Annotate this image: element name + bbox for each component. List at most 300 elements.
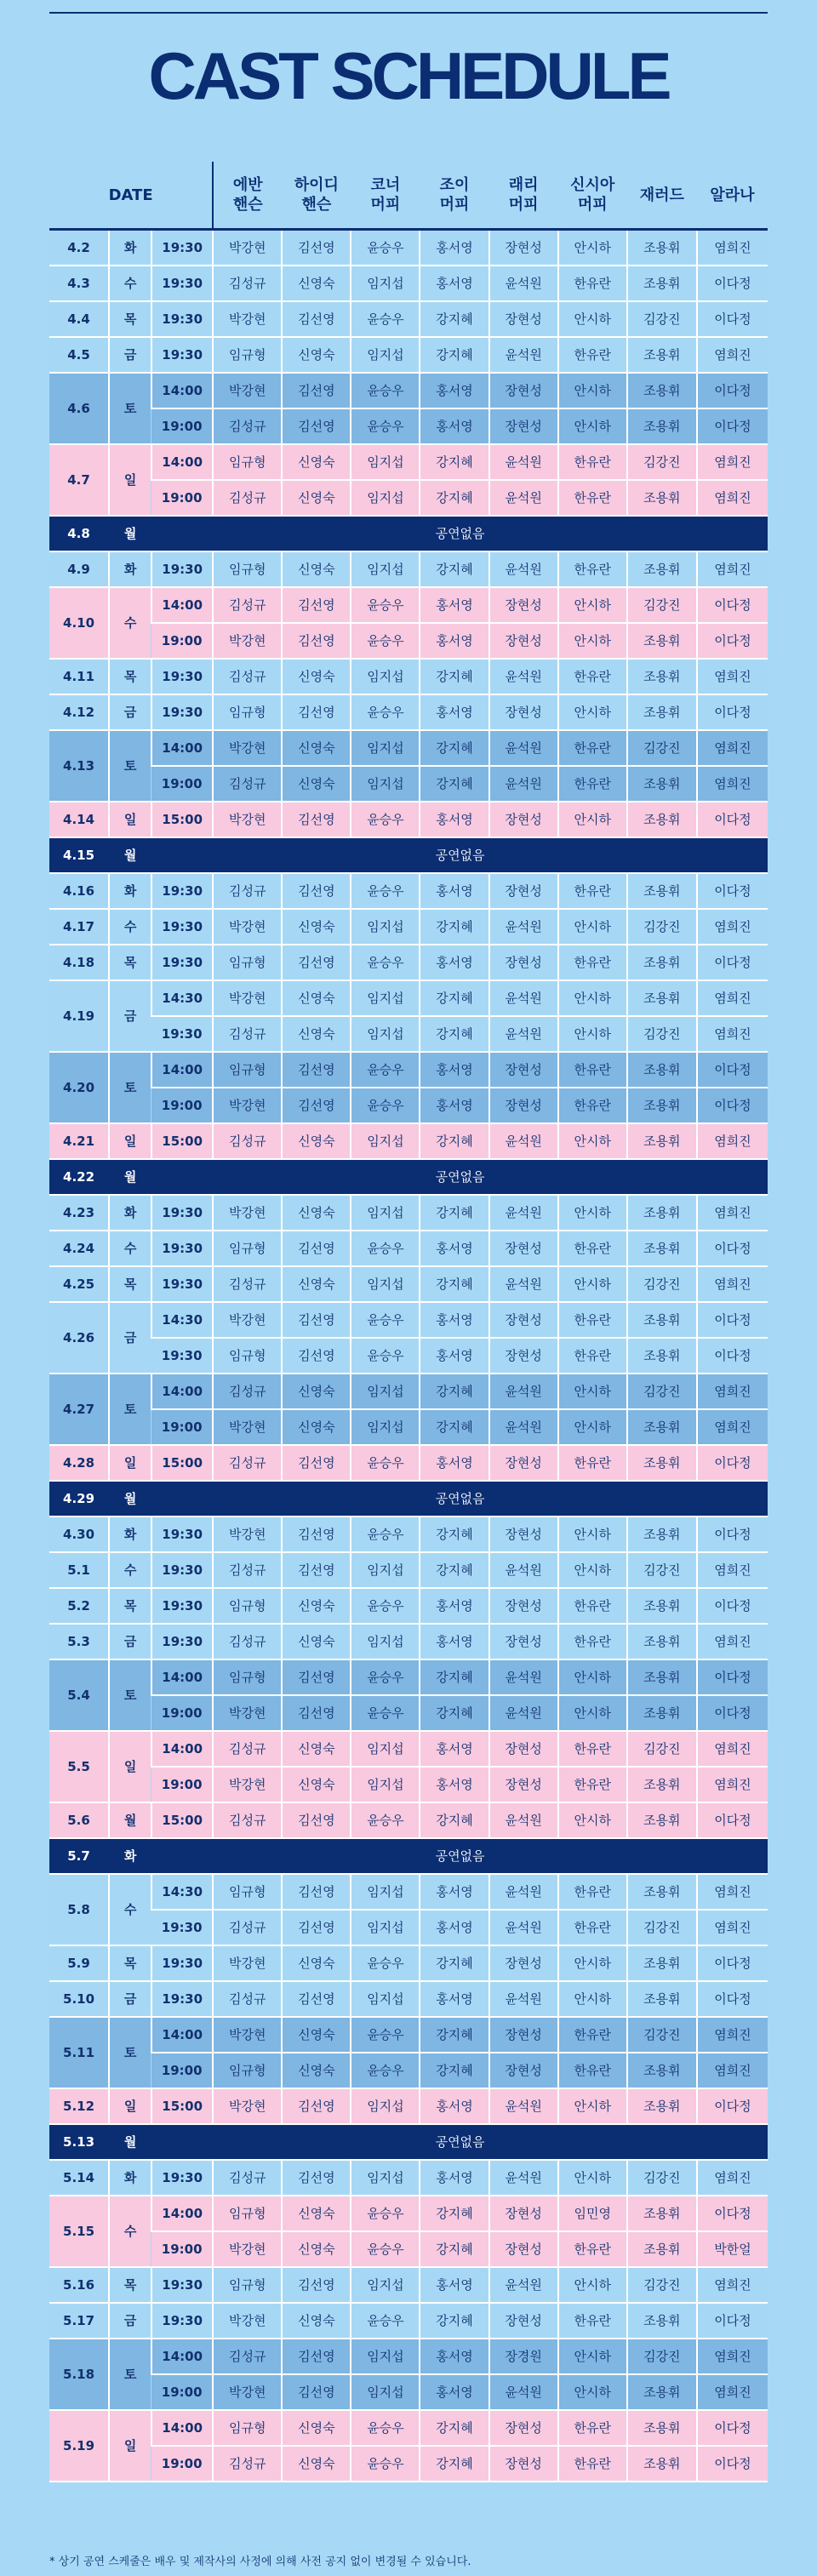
date-cell: 4.12 [49,694,109,730]
cast-cell: 임지섭 [351,551,420,587]
cast-cell: 조용휘 [627,480,697,516]
no-show-row [49,1838,768,1874]
cast-cell: 김선영 [282,2374,351,2410]
cast-cell: 윤석원 [489,480,558,516]
cast-cell: 임규형 [213,337,282,373]
cast-cell: 김선영 [282,1981,351,2017]
time-cell: 19:00 [151,2053,213,2088]
time-cell: 19:30 [151,909,213,945]
cast-cell: 김강진 [627,444,697,480]
time-cell: 14:00 [151,1052,213,1088]
no-show-row [49,1159,768,1195]
cast-cell: 조용휘 [627,1338,697,1374]
date-cell: 5.18 [49,2339,109,2410]
cast-cell: 신영숙 [282,730,351,766]
date-cell: 4.6 [49,373,109,444]
cast-cell: 장경원 [489,2339,558,2374]
cast-cell: 임지섭 [351,980,420,1016]
cast-cell: 이다정 [697,873,768,909]
cast-cell: 홍서영 [420,1624,488,1659]
schedule-row [49,873,768,909]
date-cell: 4.22 [49,1159,109,1195]
cast-cell: 박강현 [213,2374,282,2410]
weekday-cell: 월 [109,1802,151,1838]
weekday-cell: 목 [109,1945,151,1981]
cast-cell: 김강진 [627,1731,697,1767]
cast-cell: 임지섭 [351,1195,420,1231]
schedule-row [49,301,768,337]
cast-cell: 이다정 [697,802,768,837]
cast-cell: 염희진 [697,444,768,480]
weekday-cell: 월 [109,2124,151,2160]
cast-cell: 윤석원 [489,1695,558,1731]
role-header: 알라나 [697,162,768,230]
cast-cell: 홍서영 [420,266,488,301]
role-header: 에반 핸슨 [213,162,282,230]
cast-cell: 박강현 [213,802,282,837]
cast-cell: 한유란 [558,2446,627,2482]
weekday-cell: 토 [109,2339,151,2410]
cast-cell: 윤석원 [489,909,558,945]
date-cell: 4.17 [49,909,109,945]
cast-cell: 염희진 [697,1266,768,1302]
cast-cell: 장현성 [489,1445,558,1481]
cast-cell: 윤승우 [351,694,420,730]
cast-cell: 김선영 [282,2339,351,2374]
weekday-cell: 목 [109,1588,151,1624]
cast-cell: 염희진 [697,480,768,516]
time-cell: 14:00 [151,444,213,480]
cast-cell: 조용휘 [627,1945,697,1981]
cast-cell: 안시하 [558,230,627,266]
cast-cell: 이다정 [697,2446,768,2482]
cast-cell: 조용휘 [627,1231,697,1266]
weekday-cell: 토 [109,1374,151,1445]
cast-cell: 임지섭 [351,1981,420,2017]
weekday-cell: 일 [109,1445,151,1481]
cast-cell: 김선영 [282,1516,351,1552]
schedule-row [49,2410,768,2446]
cast-cell: 윤석원 [489,1123,558,1159]
cast-cell: 한유란 [558,1874,627,1910]
cast-cell: 강지혜 [420,1266,488,1302]
cast-cell: 장현성 [489,2410,558,2446]
cast-cell: 조용휘 [627,2231,697,2267]
cast-cell: 홍서영 [420,2267,488,2303]
time-cell: 19:00 [151,1409,213,1445]
cast-cell: 박강현 [213,373,282,408]
cast-cell: 염희진 [697,1374,768,1409]
cast-cell: 홍서영 [420,1767,488,1802]
schedule-row [49,766,768,802]
cast-cell: 장현성 [489,2017,558,2053]
date-cell: 4.8 [49,516,109,551]
weekday-cell: 일 [109,2410,151,2482]
cast-cell: 조용휘 [627,1445,697,1481]
date-cell: 5.10 [49,1981,109,2017]
cast-cell: 이다정 [697,1588,768,1624]
cast-cell: 조용휘 [627,1302,697,1338]
date-cell: 4.13 [49,730,109,802]
cast-cell: 임지섭 [351,1910,420,1945]
schedule-row [49,1624,768,1659]
cast-cell: 김성규 [213,1910,282,1945]
cast-cell: 김선영 [282,2088,351,2124]
cast-cell: 조용휘 [627,2053,697,2088]
cast-cell: 김성규 [213,1802,282,1838]
cast-cell: 안시하 [558,1516,627,1552]
cast-cell: 임규형 [213,2196,282,2231]
date-cell: 4.10 [49,587,109,659]
cast-cell: 안시하 [558,1016,627,1052]
time-cell: 19:00 [151,480,213,516]
cast-cell: 이다정 [697,301,768,337]
cast-cell: 김성규 [213,1552,282,1588]
cast-cell: 강지혜 [420,2017,488,2053]
cast-cell: 강지혜 [420,1016,488,1052]
cast-cell: 장현성 [489,873,558,909]
cast-cell: 염희진 [697,2267,768,2303]
cast-cell: 김선영 [282,1659,351,1695]
date-header: DATE [49,162,213,230]
schedule-row [49,1231,768,1266]
cast-cell: 임규형 [213,2410,282,2446]
no-show-row [49,837,768,873]
page-title: CAST SCHEDULE [148,38,669,113]
cast-cell: 안시하 [558,2160,627,2196]
time-cell: 14:00 [151,730,213,766]
cast-cell: 안시하 [558,2339,627,2374]
cast-cell: 박강현 [213,909,282,945]
cast-cell: 김선영 [282,1802,351,1838]
time-cell: 19:30 [151,230,213,266]
cast-cell: 안시하 [558,408,627,444]
time-cell: 19:30 [151,2160,213,2196]
cast-cell: 김성규 [213,766,282,802]
cast-cell: 임지섭 [351,659,420,694]
date-cell: 4.18 [49,945,109,980]
cast-cell: 윤승우 [351,587,420,623]
cast-cell: 이다정 [697,587,768,623]
date-cell: 5.16 [49,2267,109,2303]
date-cell: 4.23 [49,1195,109,1231]
time-cell: 19:30 [151,1266,213,1302]
cast-cell: 김선영 [282,945,351,980]
cast-cell: 홍서영 [420,1874,488,1910]
date-cell: 4.20 [49,1052,109,1123]
date-cell: 5.7 [49,1838,109,1874]
cast-cell: 김강진 [627,2017,697,2053]
date-cell: 4.21 [49,1123,109,1159]
top-rule [49,12,768,14]
cast-cell: 임지섭 [351,730,420,766]
cast-cell: 이다정 [697,623,768,659]
weekday-cell: 수 [109,1552,151,1588]
cast-cell: 조용휘 [627,659,697,694]
cast-cell: 장현성 [489,694,558,730]
schedule-row [49,1981,768,2017]
cast-cell: 임지섭 [351,480,420,516]
cast-cell: 임규형 [213,2267,282,2303]
cast-cell: 임규형 [213,1052,282,1088]
cast-cell: 조용휘 [627,2303,697,2339]
cast-cell: 염희진 [697,659,768,694]
date-cell: 4.11 [49,659,109,694]
cast-cell: 조용휘 [627,1695,697,1731]
cast-cell: 조용휘 [627,873,697,909]
cast-cell: 신영숙 [282,1266,351,1302]
cast-cell: 염희진 [697,1123,768,1159]
cast-cell: 홍서영 [420,623,488,659]
cast-cell: 강지혜 [420,1195,488,1231]
cast-cell: 강지혜 [420,301,488,337]
cast-cell: 안시하 [558,1266,627,1302]
schedule-row [49,408,768,444]
cast-cell: 김강진 [627,2267,697,2303]
schedule-row [49,1302,768,1338]
cast-cell: 윤승우 [351,2446,420,2482]
schedule-row [49,945,768,980]
no-show-row [49,1481,768,1516]
role-header: 조이 머피 [420,162,488,230]
cast-cell: 조용휘 [627,694,697,730]
schedule-row [49,659,768,694]
time-cell: 14:00 [151,1374,213,1409]
weekday-cell: 일 [109,444,151,516]
cast-cell: 강지혜 [420,2303,488,2339]
cast-cell: 조용휘 [627,1874,697,1910]
cast-cell: 강지혜 [420,480,488,516]
date-cell: 4.4 [49,301,109,337]
cast-cell: 신영숙 [282,266,351,301]
cast-cell: 한유란 [558,873,627,909]
cast-cell: 장현성 [489,1588,558,1624]
cast-cell: 조용휘 [627,1588,697,1624]
time-cell: 14:00 [151,1731,213,1767]
cast-cell: 윤석원 [489,2267,558,2303]
date-cell: 4.9 [49,551,109,587]
schedule-row [49,1731,768,1767]
cast-cell: 임지섭 [351,1767,420,1802]
cast-cell: 임규형 [213,551,282,587]
schedule-row [49,2017,768,2053]
cast-cell: 임지섭 [351,1409,420,1445]
cast-cell: 임지섭 [351,1624,420,1659]
cast-cell: 김선영 [282,2160,351,2196]
cast-cell: 한유란 [558,730,627,766]
cast-cell: 한유란 [558,2017,627,2053]
cast-cell: 한유란 [558,480,627,516]
cast-cell: 김선영 [282,373,351,408]
schedule-row [49,1374,768,1409]
cast-cell: 김선영 [282,1302,351,1338]
time-cell: 14:00 [151,2017,213,2053]
cast-cell: 장현성 [489,373,558,408]
weekday-cell: 금 [109,2303,151,2339]
cast-cell: 조용휘 [627,1802,697,1838]
cast-cell: 조용휘 [627,337,697,373]
cast-cell: 이다정 [697,1516,768,1552]
time-cell: 14:00 [151,373,213,408]
cast-cell: 이다정 [697,408,768,444]
cast-cell: 임규형 [213,694,282,730]
cast-cell: 신영숙 [282,2017,351,2053]
cast-cell: 홍서영 [420,694,488,730]
cast-cell: 한유란 [558,766,627,802]
cast-cell: 조용휘 [627,1767,697,1802]
cast-cell: 홍서영 [420,587,488,623]
cast-cell: 윤승우 [351,873,420,909]
time-cell: 19:30 [151,659,213,694]
schedule-row [49,1052,768,1088]
role-header: 신시아 머피 [558,162,627,230]
time-cell: 15:00 [151,802,213,837]
cast-cell: 신영숙 [282,1016,351,1052]
cast-cell: 신영숙 [282,444,351,480]
cast-cell: 박강현 [213,1695,282,1731]
cast-cell: 한유란 [558,1731,627,1767]
cast-cell: 한유란 [558,659,627,694]
schedule-row [49,1516,768,1552]
cast-cell: 임지섭 [351,1731,420,1767]
schedule-row [49,1195,768,1231]
date-cell: 4.24 [49,1231,109,1266]
cast-cell: 이다정 [697,2303,768,2339]
cast-cell: 홍서영 [420,2374,488,2410]
cast-cell: 조용휘 [627,1659,697,1695]
cast-cell: 신영숙 [282,766,351,802]
date-cell: 5.4 [49,1659,109,1731]
cast-cell: 김성규 [213,1266,282,1302]
cast-cell: 박강현 [213,1195,282,1231]
cast-cell: 윤석원 [489,2088,558,2124]
cast-cell: 윤석원 [489,444,558,480]
cast-cell: 임지섭 [351,444,420,480]
cast-cell: 안시하 [558,623,627,659]
cast-cell: 조용휘 [627,766,697,802]
cast-cell: 한유란 [558,1088,627,1123]
cast-cell: 윤승우 [351,1945,420,1981]
cast-cell: 염희진 [697,1195,768,1231]
weekday-cell: 수 [109,909,151,945]
cast-cell: 홍서영 [420,1731,488,1767]
schedule-row [49,1016,768,1052]
cast-cell: 윤승우 [351,301,420,337]
cast-cell: 장현성 [489,2231,558,2267]
time-cell: 19:30 [151,694,213,730]
cast-cell: 이다정 [697,945,768,980]
weekday-cell: 월 [109,516,151,551]
schedule-row [49,1088,768,1123]
cast-cell: 조용휘 [627,623,697,659]
cast-cell: 조용휘 [627,2410,697,2446]
cast-cell: 김성규 [213,1123,282,1159]
time-cell: 19:00 [151,408,213,444]
cast-cell: 염희진 [697,1731,768,1767]
cast-cell: 윤석원 [489,766,558,802]
cast-cell: 안시하 [558,373,627,408]
cast-cell: 장현성 [489,1338,558,1374]
cast-cell: 강지혜 [420,1516,488,1552]
cast-cell: 김선영 [282,1874,351,1910]
cast-cell: 염희진 [697,2160,768,2196]
cast-cell: 홍서영 [420,2088,488,2124]
cast-cell: 김강진 [627,1016,697,1052]
weekday-cell: 화 [109,1838,151,1874]
cast-cell: 김성규 [213,2339,282,2374]
cast-cell: 강지혜 [420,909,488,945]
cast-cell: 장현성 [489,2196,558,2231]
date-cell: 5.11 [49,2017,109,2088]
cast-cell: 김선영 [282,1445,351,1481]
date-cell: 4.2 [49,230,109,266]
cast-cell: 임규형 [213,1231,282,1266]
cast-cell: 이다정 [697,694,768,730]
weekday-cell: 토 [109,1659,151,1731]
cast-cell: 안시하 [558,1659,627,1695]
time-cell: 19:00 [151,1767,213,1802]
cast-cell: 이다정 [697,1338,768,1374]
schedule-row [49,1123,768,1159]
cast-cell: 김강진 [627,1552,697,1588]
cast-cell: 신영숙 [282,480,351,516]
cast-cell: 김강진 [627,587,697,623]
cast-cell: 김성규 [213,480,282,516]
schedule-row [49,1910,768,1945]
schedule-row [49,1266,768,1302]
time-cell: 19:30 [151,301,213,337]
time-cell: 19:30 [151,1016,213,1052]
cast-cell: 김강진 [627,1374,697,1409]
cast-cell: 안시하 [558,980,627,1016]
time-cell: 14:00 [151,2410,213,2446]
cast-cell: 김성규 [213,408,282,444]
time-cell: 19:30 [151,873,213,909]
date-cell: 5.2 [49,1588,109,1624]
cast-cell: 김선영 [282,694,351,730]
cast-cell: 강지혜 [420,1802,488,1838]
cast-cell: 이다정 [697,373,768,408]
cast-cell: 강지혜 [420,1123,488,1159]
cast-cell: 윤승우 [351,1302,420,1338]
schedule-row [49,623,768,659]
cast-cell: 장현성 [489,2303,558,2339]
cast-cell: 김선영 [282,1695,351,1731]
cast-cell: 조용휘 [627,802,697,837]
cast-cell: 장현성 [489,2053,558,2088]
cast-cell: 조용휘 [627,1409,697,1445]
no-show-cell: 공연없음 [151,837,768,873]
cast-cell: 한유란 [558,2303,627,2339]
cast-cell: 윤석원 [489,1874,558,1910]
weekday-cell: 일 [109,2088,151,2124]
cast-cell: 윤석원 [489,2374,558,2410]
schedule-row [49,444,768,480]
weekday-cell: 월 [109,1159,151,1195]
cast-cell: 윤석원 [489,1266,558,1302]
time-cell: 19:30 [151,337,213,373]
cast-cell: 김성규 [213,2446,282,2482]
cast-cell: 안시하 [558,1695,627,1731]
cast-cell: 윤석원 [489,1910,558,1945]
date-cell: 5.5 [49,1731,109,1802]
cast-cell: 김성규 [213,1016,282,1052]
time-cell: 19:30 [151,1945,213,1981]
cast-cell: 윤석원 [489,1374,558,1409]
cast-cell: 강지혜 [420,730,488,766]
cast-cell: 임지섭 [351,1374,420,1409]
role-header: 하이디 핸슨 [282,162,351,230]
